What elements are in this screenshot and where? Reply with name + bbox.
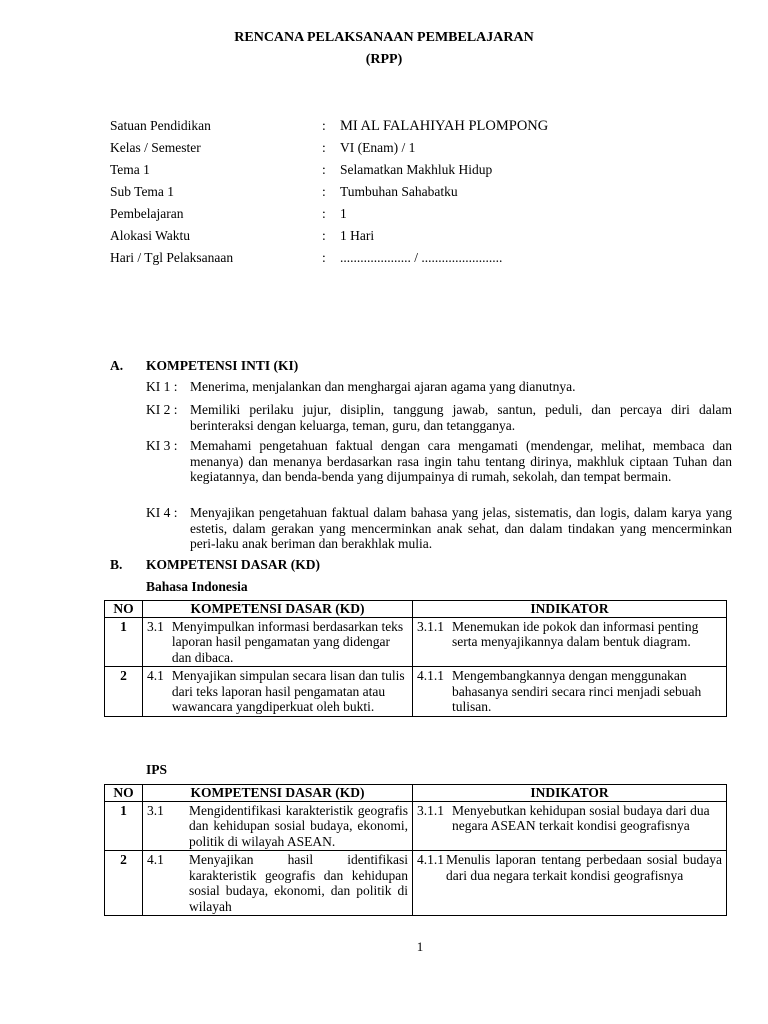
kd-number: 3.1	[147, 802, 164, 818]
kd-cell	[143, 617, 413, 667]
indicator-number: 4.1.1	[417, 668, 444, 683]
indicator-number: 4.1.1	[417, 852, 444, 867]
row-number: 1	[105, 801, 143, 851]
identity-separator: :	[322, 250, 326, 265]
ki-item-2	[146, 402, 732, 433]
table-row	[105, 617, 727, 667]
kd-table-ips	[104, 784, 727, 916]
kd-number: 4.1	[147, 668, 164, 683]
column-header-kd: KOMPETENSI DASAR (KD)	[143, 785, 413, 802]
row-number: 2	[105, 667, 143, 717]
identity-separator: :	[322, 118, 326, 133]
column-header-indikator: INDIKATOR	[413, 601, 727, 618]
ki-text: Menerima, menjalankan dan menghargai ajaran agama yang dianutnya.	[190, 379, 576, 394]
indicator-number: 3.1.1	[417, 802, 444, 818]
ki-text: Memiliki perilaku jujur, disiplin, tanggung jawab, santun, peduli, dan percaya diri dalam berinteraksi dengan keluarga, teman, guru, dan tetangganya.	[190, 402, 732, 433]
ki-code: KI 4 :	[146, 505, 178, 520]
identity-label: Hari / Tgl Pelaksanaan	[110, 250, 234, 265]
ki-text: Menyajikan pengetahuan faktual dalam bahasa yang jelas, sistematis, dan logis, dalam karya yang estetis, dalam gerakan yang mencerminkan anak sehat, dan dalam tindakan yang mencerminkan peri-laku anak beriman dan berakhlak mulia.	[190, 505, 732, 551]
identity-label: Tema 1	[110, 162, 150, 177]
table-header-row	[105, 785, 727, 802]
kd-text: Menyajikan simpulan secara lisan dan tulis dari teks laporan hasil pengamatan atau wawancara yangdiperkuat oleh bukti.	[171, 668, 405, 714]
section-title: KOMPETENSI INTI (KI)	[146, 358, 299, 373]
table-row	[105, 667, 727, 717]
column-header-no: NO	[105, 785, 143, 802]
kd-cell	[143, 801, 413, 851]
subject-heading-ips: IPS	[146, 762, 168, 777]
ki-code: KI 2 :	[146, 402, 178, 417]
ki-item-4	[146, 505, 732, 552]
kd-number: 4.1	[147, 852, 164, 867]
indicator-cell	[413, 851, 727, 916]
identity-value: Tumbuhan Sahabatku	[340, 184, 458, 199]
kd-text: Menyajikan hasil identifikasi karakteristik geografis dan kehidupan sosial budaya, ekonomi, dan politik di wilayah	[189, 852, 408, 914]
indicator-text: Menemukan ide pokok dan informasi penting serta menyajikannya dalam bentuk diagram.	[452, 618, 699, 649]
ki-code: KI 1 :	[146, 379, 178, 394]
ki-code: KI 3 :	[146, 438, 178, 453]
identity-value: ..................... / ........................	[340, 250, 503, 265]
kd-cell	[143, 667, 413, 717]
identity-value: VI (Enam) / 1	[340, 140, 416, 155]
kd-cell	[143, 851, 413, 916]
subject-heading-bahasa: Bahasa Indonesia	[146, 579, 248, 594]
kd-text: Mengidentifikasi karakteristik geografis dan kehidupan sosial budaya, ekonomi, politik di wilayah ASEAN.	[189, 802, 408, 849]
indicator-cell	[413, 617, 727, 667]
kd-number: 3.1	[147, 618, 164, 634]
identity-separator: :	[322, 206, 326, 221]
identity-value: MI AL FALAHIYAH PLOMPONG	[340, 118, 549, 134]
ki-item-1	[146, 379, 732, 395]
indicator-number: 3.1.1	[417, 618, 444, 634]
identity-label: Alokasi Waktu	[110, 228, 191, 243]
identity-value: 1 Hari	[340, 228, 375, 243]
kd-text: Menyimpulkan informasi berdasarkan teks laporan hasil pengamatan yang didengar dan dibaca.	[171, 618, 404, 665]
page-number: 1	[416, 939, 424, 954]
table-header-row	[105, 601, 727, 618]
section-letter: B.	[110, 557, 123, 572]
identity-separator: :	[322, 228, 326, 243]
column-header-kd: KOMPETENSI DASAR (KD)	[143, 601, 413, 618]
document-subtitle: (RPP)	[365, 52, 403, 67]
identity-label: Kelas / Semester	[110, 140, 201, 155]
kd-table-bahasa	[104, 600, 727, 717]
identity-label: Sub Tema 1	[110, 184, 175, 199]
indicator-cell	[413, 667, 727, 717]
indicator-text: Menulis laporan tentang perbedaan sosial budaya dari dua negara terkait kondisi geografisnya	[446, 852, 722, 883]
indicator-text: Menyebutkan kehidupan sosial budaya dari dua negara ASEAN terkait kondisi geografisnya	[452, 802, 710, 833]
identity-label: Satuan Pendidikan	[110, 118, 211, 133]
section-letter: A.	[110, 358, 124, 373]
row-number: 2	[105, 851, 143, 916]
document-title: RENCANA PELAKSANAAN PEMBELAJARAN	[234, 30, 534, 45]
ki-item-3	[146, 438, 732, 485]
section-title: KOMPETENSI DASAR (KD)	[146, 557, 321, 572]
indicator-cell	[413, 801, 727, 851]
ki-text: Memahami pengetahuan faktual dengan cara mengamati (mendengar, melihat, membaca dan menanya) dan menanya berdasarkan rasa ingin tahu tentang dirinya, makhluk ciptaan Tuhan dan kegiatannya, dan benda-benda yang dijumpainya di rumah, sekolah, dan tempat bermain.	[190, 438, 732, 484]
row-number: 1	[105, 617, 143, 667]
section-b-heading	[110, 557, 320, 573]
column-header-indikator: INDIKATOR	[413, 785, 727, 802]
identity-value: Selamatkan Makhluk Hidup	[340, 162, 493, 177]
table-row	[105, 851, 727, 916]
section-a-heading	[110, 358, 298, 374]
column-header-no: NO	[105, 601, 143, 618]
identity-separator: :	[322, 162, 326, 177]
table-row	[105, 801, 727, 851]
identity-separator: :	[322, 184, 326, 199]
identity-value: 1	[340, 206, 347, 221]
identity-label: Pembelajaran	[110, 206, 184, 221]
indicator-text: Mengembangkannya dengan menggunakan bahasanya sendiri secara rinci menjadi sebuah tulisan.	[452, 668, 702, 714]
identity-separator: :	[322, 140, 326, 155]
